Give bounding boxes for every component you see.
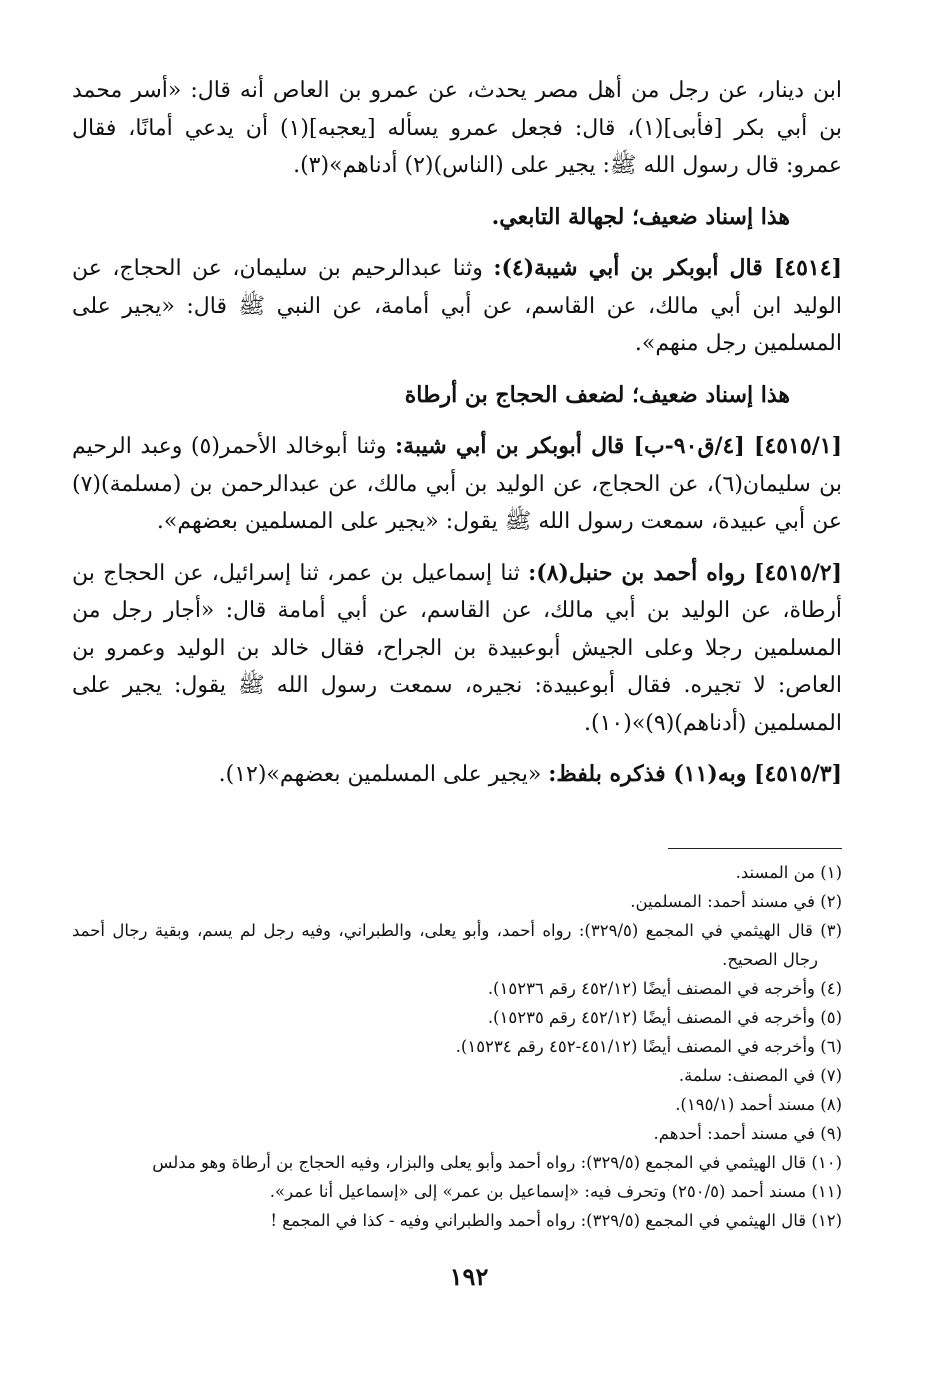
footnote-7: (٧) في المصنف: سلمة. [678,1066,842,1085]
page-number: ١٩٢ [449,1262,489,1291]
footnote-11: (١١) مسند أحمد (٢٥٠/٥) وتحرف فيه: «إسماعيل بن عمر» إلى «إسماعيل أنا عمر». [269,1182,842,1201]
main-text [72,72,842,808]
footnote-4: (٤) وأخرجه في المصنف أيضًا (٤٥٢/١٢ رقم ١٥٢٣٦). [487,979,842,998]
footnote-12: (١٢) قال الهيثمي في المجمع (٣٢٩/٥): رواه أحمد والطبراني وفيه - كذا في المجمع ! [270,1211,842,1230]
footnote-5: (٥) وأخرجه في المصنف أيضًا (٤٥٢/١٢ رقم ١٥٢٣٥). [487,1008,842,1027]
footnote-3: (٣) قال الهيثمي في المجمع (٣٢٩/٥): رواه أحمد، وأبو يعلى، والطبراني، وفيه رجل لم يسم، وبقية رجال أحمد رجال الصحيح. [72,921,843,969]
paragraph-2: [٤٥١٤] قال أبوبكر بن أبي شيبة(٤): وثنا عبدالرحيم بن سليمان، عن الحجاج، عن الوليد ابن أبي مالك، عن القاسم، عن أبي أمامة، عن النبي ﷺ قال: «يجير على المسلمين رجل منهم». [72,255,842,356]
footnote-6: (٦) وأخرجه في المصنف أيضًا (٤٥١/١٢-٤٥٢ رقم ١٥٢٣٤). [455,1037,842,1056]
footnote-divider [668,848,842,849]
paragraph-5: [٤٥١٥/٢] رواه أحمد بن حنبل(٨): ثنا إسماعيل بن عمر، ثنا إسرائيل، عن الحجاج بن أرطاة، عن الوليد بن أبي مالك، عن القاسم، عن أبي أمامة قال: «أجار رجل من المسلمين رجلا وعلى الجيش أبوعبيدة بن الجراح، فقال خالد بن الوليد وعمرو بن العاص: لا تجيره. فقال أبوعبيدة: نجيره، سمعت رسول الله ﷺ يقول: يجير على المسلمين (أدناهم)(٩)»(١٠). [72,559,843,736]
footnote-1: (١) من المسند. [735,863,842,882]
footnote-9: (٩) في مسند أحمد: أحدهم. [653,1124,842,1143]
paragraph-3: هذا إسناد ضعيف؛ لضعف الحجاج بن أرطاة [404,381,790,408]
paragraph-4: [٤٥١٥/١] [٤/ق٩٠-ب] قال أبوبكر بن أبي شيبة: وثنا أبوخالد الأحمر(٥) وعبد الرحيم بن سليمان(٦)، عن الحجاج، عن الوليد بن أبي مالك، عن عبدالرحمن بن (مسلمة)(٧) عن أبي عبيدة، سمعت رسول الله ﷺ يقول: «يجير على المسلمين بعضهم». [72,433,842,534]
paragraph-1: هذا إسناد ضعيف؛ لجهالة التابعي. [491,203,790,230]
footnote-8: (٨) مسند أحمد (١٩٥/١). [675,1095,842,1114]
paragraph-6: [٤٥١٥/٣] وبه(١١) فذكره بلفظ: «يجير على المسلمين بعضهم»(١٢). [218,761,842,787]
paragraph-0: ابن دينار، عن رجل من أهل مصر يحدث، عن عمرو بن العاص أنه قال: «أسر محمد بن أبي بكر [فأبى](١)، قال: فجعل عمرو يسأله [يعجبه](١) أن يدعي أمانًا، فقال عمرو: قال رسول الله ﷺ: يجير على (الناس)(٢) أدناهم»(٣). [72,78,842,178]
footnote-10: (١٠) قال الهيثمي في المجمع (٣٢٩/٥): رواه أحمد وأبو يعلى والبزار، وفيه الحجاج بن أرطاة وهو مدلس [152,1153,842,1172]
footnote-2: (٢) في مسند أحمد: المسلمين. [630,892,842,911]
footnotes [72,858,842,1235]
